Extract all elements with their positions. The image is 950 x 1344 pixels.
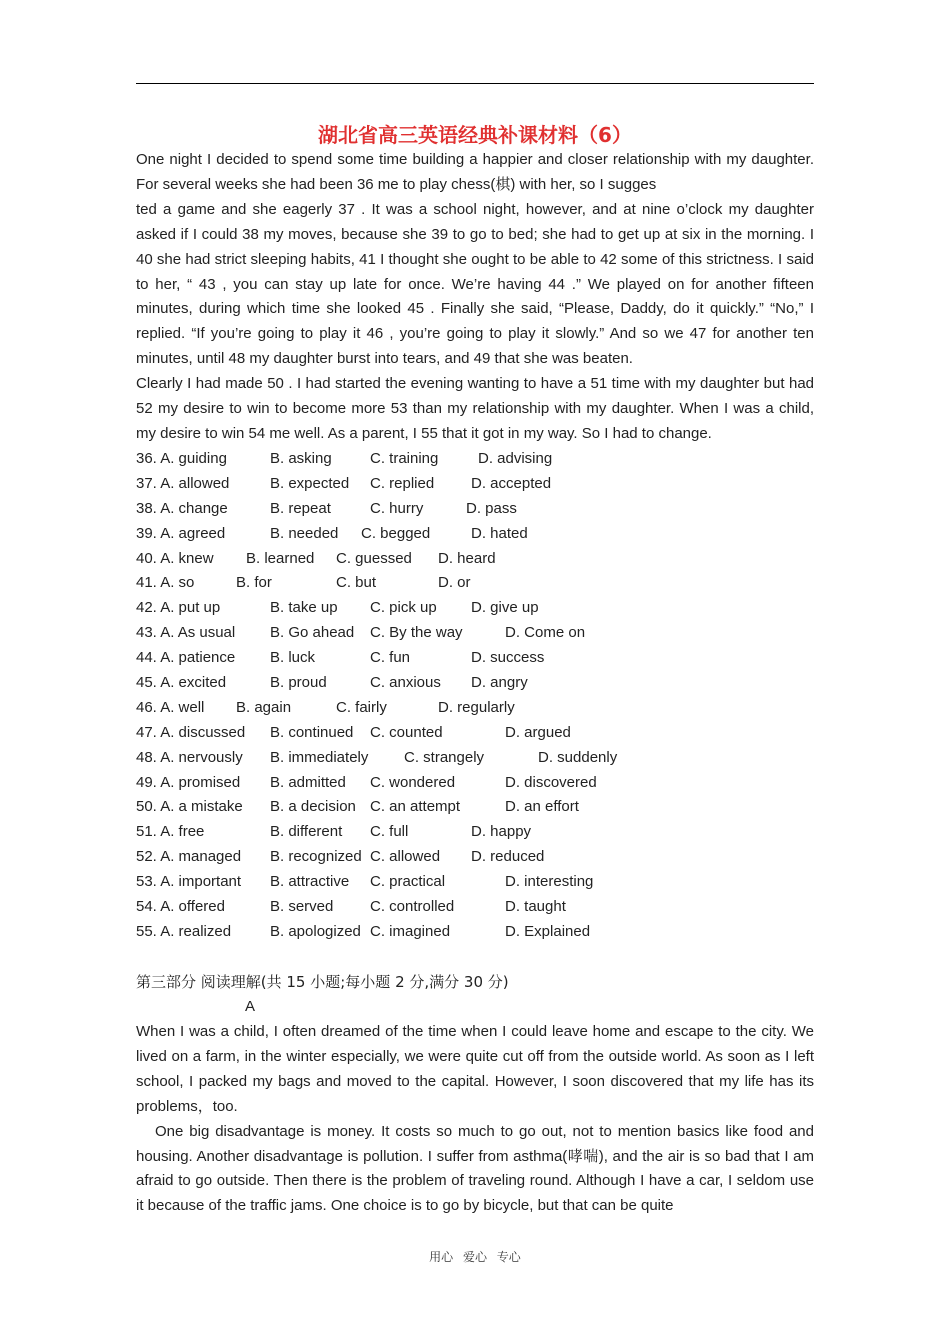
option-choice-c: C. replied [370, 474, 435, 492]
option-choice-d: D. pass [466, 499, 517, 517]
option-choice-c: C. controlled [370, 898, 455, 916]
option-row [136, 746, 814, 771]
cloze-line-3: Clearly I had made 50 . I had started the evening wanting to have a 51 time with my daughter but had 52 my desire to win to become more 53 than my relationship with my daughter. When I was a child, my desire to win 54 me well. As a parent, I 55 that it got in my way. So I had to change. [136, 375, 814, 442]
option-choice-d: D. reduced [471, 848, 545, 866]
option-choice-a: 42. A. put up [136, 599, 221, 617]
option-choice-c: C. allowed [370, 848, 441, 866]
option-choice-c: C. imagined [370, 922, 451, 940]
reading-paragraph-2: One big disadvantage is money. It costs so much to go out, not to mention basics like food and housing. Another disadvantage is pollution. I suffer from asthma(哮喘), and the air is so bad that I am afraid to go outside. Then there is the problem of traveling round. Although I have a car, I seldom use it because of the traffic jams. One choice is to go by bicycle, but that can be quite [136, 1122, 814, 1215]
option-choice-d: D. Explained [505, 922, 591, 940]
option-row [136, 596, 814, 621]
option-choice-d: D. angry [471, 674, 528, 692]
page-footer: 用心 爱心 专心 [429, 1250, 521, 1264]
option-choice-a: 44. A. patience [136, 649, 236, 667]
option-row [136, 472, 814, 497]
cloze-line-2: ted a game and she eagerly 37 . It was a school night, however, and at nine o’clock my daughter asked if I could 38 my moves, because she 39 to go to bed; she had to get up at six in the morning. I 40 she had strict sleeping habits, 41 I thought she ought to be able to 42 some of this strictness. I said to her, “ 43 , you can stay up late for once. We’re having 44 .” We played on for another fifteen minutes, during which time she looked 45 . Finally she said, “Please, Daddy, do it quickly.” “No,” I replied. “If you’re going to play it 46 , you’re going to play it slowly.” And so we 47 for another ten minutes, until 48 my daughter burst into tears, and 49 that she was beaten. [136, 200, 814, 368]
option-choice-c: C. full [370, 823, 409, 841]
option-choice-b: B. attractive [270, 873, 350, 891]
option-choice-d: D. advising [478, 450, 553, 467]
option-row [136, 870, 814, 895]
option-choice-b: B. repeat [270, 499, 331, 517]
option-row [136, 621, 814, 646]
option-choice-c: C. fun [370, 649, 411, 667]
reading-passage [136, 1020, 814, 1219]
option-choice-b: B. apologized [270, 922, 361, 940]
option-choice-a: 39. A. agreed [136, 524, 226, 542]
option-choice-c: C. pick up [370, 599, 437, 617]
option-choice-c: C. begged [361, 524, 431, 542]
option-row [136, 497, 814, 522]
option-choice-c: C. an attempt [370, 798, 461, 816]
option-choice-d: D. hated [471, 524, 528, 542]
options-list [136, 447, 814, 945]
option-choice-d: D. interesting [505, 873, 594, 891]
option-row [136, 522, 814, 547]
option-choice-d: D. taught [505, 898, 566, 916]
option-row [136, 820, 814, 845]
option-choice-a: 49. A. promised [136, 773, 241, 791]
option-choice-a: 43. A. As usual [136, 624, 236, 642]
option-choice-b: B. needed [270, 524, 339, 542]
option-choice-d: D. or [438, 574, 471, 592]
option-choice-b: B. Go ahead [270, 624, 355, 642]
option-choice-b: B. for [236, 574, 272, 592]
option-choice-d: D. discovered [505, 773, 597, 791]
reading-paragraph-1: When I was a child, I often dreamed of the time when I could leave home and escape to the city. We lived on a farm, in the winter especially, we were quite cut off from the outside world. As soon as I left school, I packed my bags and moved to the capital. However, I soon discovered that my life has its problems，too. [136, 1023, 814, 1115]
option-choice-b: B. immediately [270, 748, 369, 766]
option-choice-d: D. success [471, 649, 545, 667]
option-choice-c: C. hurry [370, 499, 424, 517]
option-choice-a: 37. A. allowed [136, 474, 230, 492]
page-title: 湖北省高三英语经典补课材料（6） [318, 123, 632, 147]
option-choice-b: B. admitted [270, 773, 346, 791]
option-choice-a: 52. A. managed [136, 848, 242, 866]
option-choice-a: 51. A. free [136, 823, 205, 841]
option-choice-c: C. practical [370, 873, 446, 891]
option-row [136, 895, 814, 920]
option-row [136, 447, 814, 472]
option-choice-a: 50. A. a mistake [136, 798, 243, 816]
option-choice-b: B. a decision [270, 798, 356, 816]
option-row [136, 671, 814, 696]
option-choice-c: C. By the way [370, 624, 463, 642]
option-choice-a: 53. A. important [136, 873, 242, 891]
option-choice-c: C. strangely [404, 748, 485, 766]
option-choice-d: D. an effort [505, 798, 579, 816]
option-choice-c: C. anxious [370, 674, 441, 692]
option-choice-c: C. counted [370, 723, 443, 741]
option-choice-a: 55. A. realized [136, 922, 232, 940]
section-heading: 第三部分 阅读理解(共 15 小题;每小题 2 分,满分 30 分) [136, 973, 509, 991]
option-choice-d: D. regularly [438, 698, 515, 716]
option-choice-b: B. asking [270, 450, 332, 467]
cloze-line-1: One night I decided to spend some time building a happier and closer relationship with my daughter. For several weeks she had been 36 me to play chess(棋) with her, so I sugges [136, 151, 814, 193]
option-choice-c: C. fairly [336, 698, 387, 716]
option-choice-b: B. expected [270, 474, 350, 492]
option-choice-b: B. learned [246, 549, 315, 567]
option-choice-c: C. guessed [336, 549, 412, 567]
option-choice-b: B. take up [270, 599, 338, 617]
option-choice-a: 48. A. nervously [136, 748, 243, 766]
passage-label: A [245, 998, 256, 1015]
option-choice-d: D. give up [471, 599, 539, 617]
option-choice-b: B. served [270, 898, 334, 916]
option-choice-a: 38. A. change [136, 499, 228, 517]
option-choice-d: D. argued [505, 723, 571, 741]
option-row [136, 920, 814, 945]
option-row [136, 721, 814, 746]
option-choice-b: B. again [236, 698, 292, 716]
option-choice-d: D. happy [471, 823, 532, 841]
option-choice-d: D. heard [438, 549, 496, 567]
option-choice-b: B. recognized [270, 848, 362, 866]
option-choice-b: B. different [270, 823, 343, 841]
option-choice-a: 45. A. excited [136, 674, 227, 692]
option-choice-b: B. continued [270, 723, 354, 741]
option-choice-c: C. wondered [370, 773, 456, 791]
option-choice-d: D. accepted [471, 474, 552, 492]
option-choice-c: C. training [370, 450, 439, 467]
option-choice-d: D. Come on [505, 624, 586, 642]
option-choice-a: 54. A. offered [136, 898, 225, 916]
option-choice-d: D. suddenly [538, 748, 618, 766]
option-row [136, 845, 814, 870]
cloze-passage [136, 148, 814, 447]
option-choice-a: 40. A. knew [136, 549, 214, 567]
option-row [136, 795, 814, 820]
option-choice-a: 36. A. guiding [136, 450, 227, 467]
option-row [136, 547, 814, 572]
option-choice-a: 46. A. well [136, 698, 205, 716]
option-choice-b: B. luck [270, 649, 316, 667]
option-choice-a: 47. A. discussed [136, 723, 246, 741]
option-row [136, 646, 814, 671]
option-choice-c: C. but [336, 574, 377, 592]
header-rule [136, 83, 814, 84]
option-choice-b: B. proud [270, 674, 327, 692]
option-row [136, 696, 814, 721]
option-choice-a: 41. A. so [136, 574, 195, 592]
option-row [136, 771, 814, 796]
option-row [136, 571, 814, 596]
